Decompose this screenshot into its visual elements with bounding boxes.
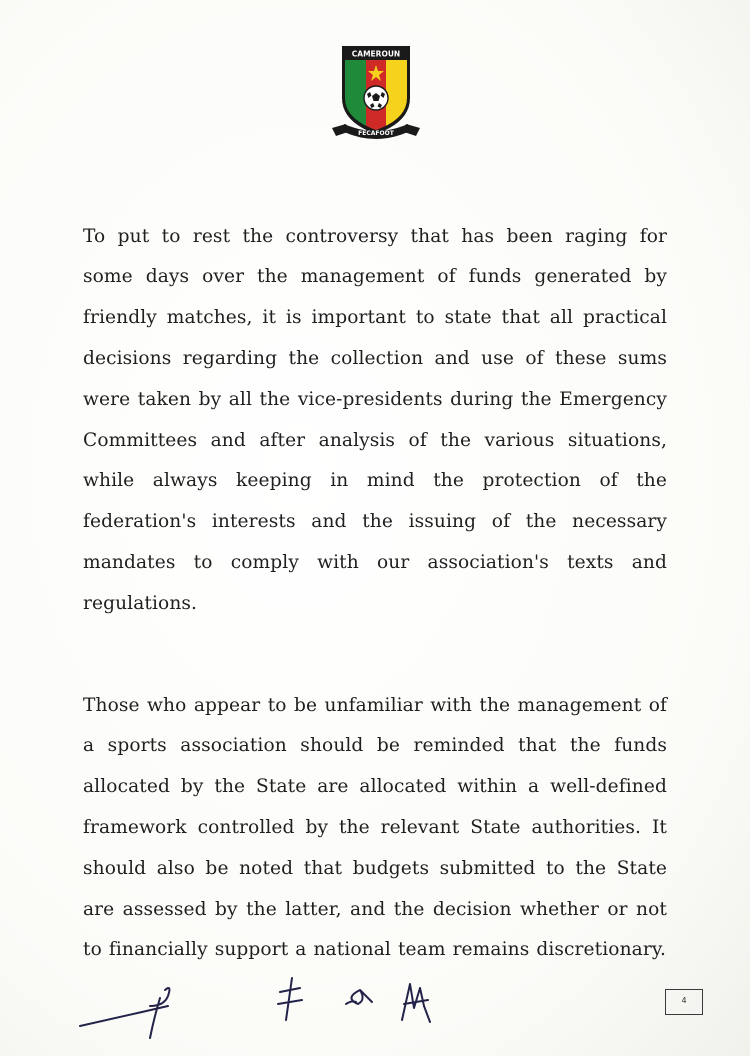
signature-4 [402,984,430,1022]
signatures [0,960,750,1050]
signature-2 [278,978,302,1020]
crest-top-text: CAMEROUN [351,49,401,59]
crest-ribbon-text: FECAFOOT [358,130,394,137]
football-icon [364,86,388,110]
signature-1 [80,988,169,1038]
fecafoot-crest-logo [330,42,422,142]
signature-3 [346,990,372,1004]
body-paragraph-1: To put to rest the controversy that has been raging for some days over the management of funds generated by friendly matches, it is important to state that all practical decisions regarding the collection and use of these sums were taken by all the vice-presidents during the Emergency Committees and after analysis of the various situations, while always keeping in mind the protection of the federation's interests and the issuing of the necessary mandates to comply with our association's texts and regulations. [83,225,667,614]
body-paragraph-2: Those who appear to be unfamiliar with the management of a sports association should be reminded that the funds allocated by the State are allocated within a well-defined framework controlled by the relevant State authorities. It should also be noted that budgets submitted to the State are assessed by the latter, and the decision whether or not to financially support a national team remains discretionary. [83,694,667,961]
page-number-box: 4 [665,989,703,1015]
